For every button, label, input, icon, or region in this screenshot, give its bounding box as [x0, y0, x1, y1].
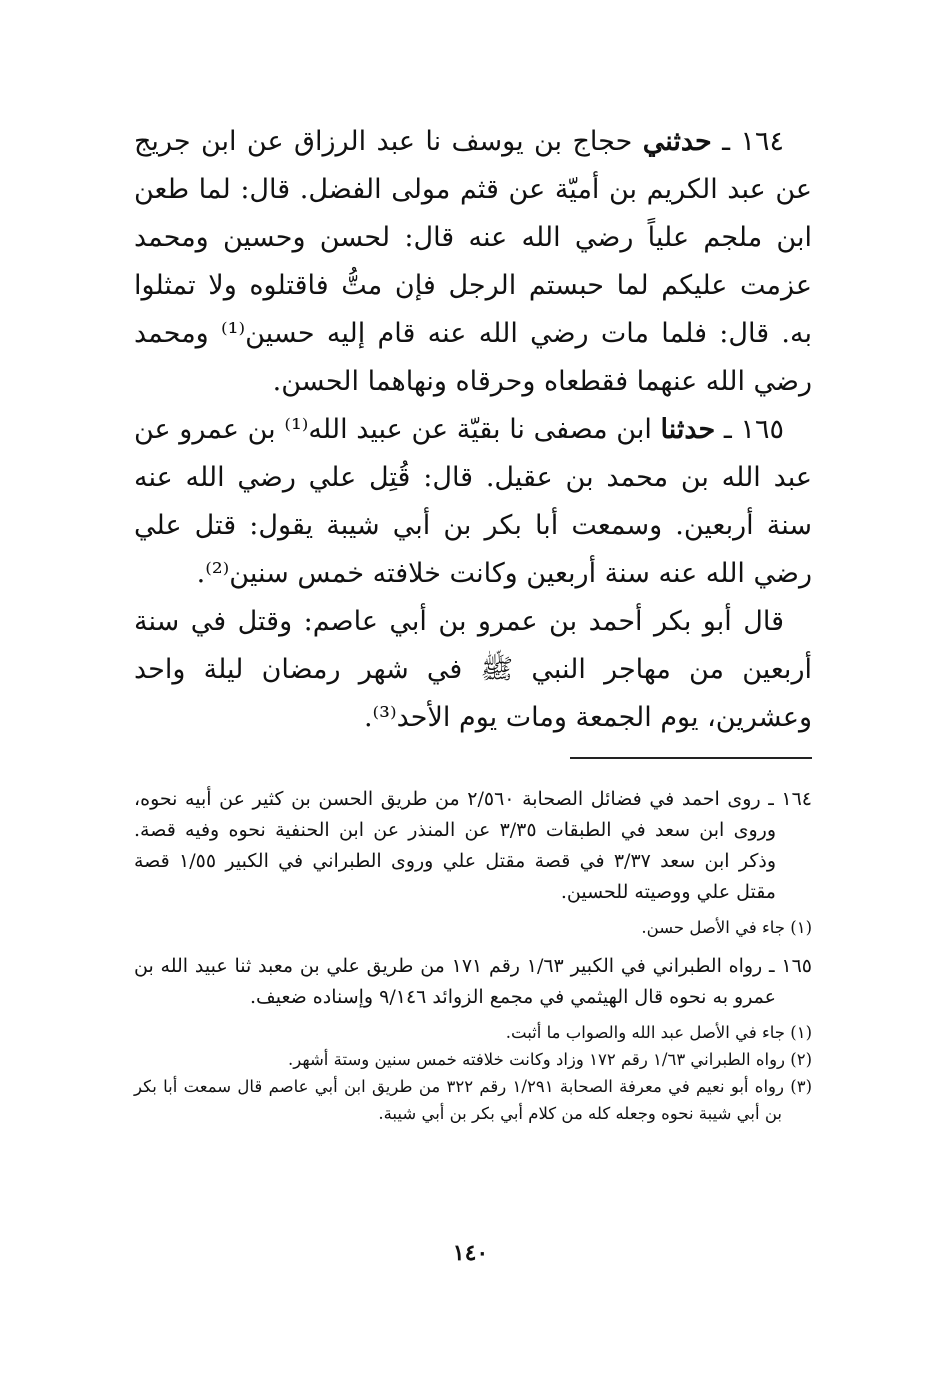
note-165: ١٦٥ ـ رواه الطبراني في الكبير ١/٦٣ رقم ١٧١ من طريق علي بن معبد ثنا عبيد الله بن عمرو به نحوه قال الهيثمي في مجمع الزوائد ٩/١٤٦ وإسناده ضعيف.	[134, 955, 812, 1008]
page-number: ١٤٠	[452, 1240, 489, 1266]
hadith-text: حجاج بن يوسف نا عبد الرزاق عن ابن جريج عن عبد الكريم بن أميّة عن قثم مولى الفضل. قال: لما طعن ابن ملجم علياً رضي الله عنه قال: لحسن وحسين ومحمد عزمت عليكم لما حبستم الرجل فإن متُّ فاقتلوه ولا تمثلوا به. قال: فلما مات رضي الله عنه قام إليه حسين⁽¹⁾ ومحمد رضي الله عنهما فقطعاه وحرقاه ونهاهما الحسن.	[134, 126, 812, 397]
footnote: (٣) رواه أبو نعيم في معرفة الصحابة ١/٢٩١ رقم ٣٢٢ من طريق ابن أبي عاصم قال سمعت أبا بكر بن أبي شيبة نحوه وجعله كله من كلام أبي بكر بن أبي شيبة.	[134, 1077, 813, 1123]
note-164: ١٦٤ ـ روى احمد في فضائل الصحابة ٢/٥٦٠ من طريق الحسن بن كثير عن أبيه نحوه، وروى ابن سعد في الطبقات ٣/٣٥ عن المنذر عن ابن الحنفية نحوه وفيه قصة. وذكر ابن سعد ٣/٣٧ في قصة مقتل علي وروى الطبراني في الكبير ١/٥٥ قصة مقتل علي ووصيته للحسين.	[134, 788, 812, 903]
hadith-keyword: حدثنا	[660, 414, 716, 445]
main-text	[134, 118, 812, 742]
footnote-separator	[570, 757, 812, 759]
hadith-number: ١٦٤ ـ	[722, 126, 784, 157]
closing-paragraph: قال أبو بكر أحمد بن عمرو بن أبي عاصم: وقتل في سنة أربعين من مهاجر النبي ﷺ في شهر رمضان ليلة واحد وعشرين، يوم الجمعة ومات يوم الأحد⁽³⁾.	[134, 606, 812, 733]
hadith-keyword: حدثني	[642, 126, 712, 157]
notes-section	[134, 784, 812, 1137]
footnotes-165	[134, 1019, 812, 1127]
hadith-number: ١٦٥ ـ	[723, 414, 784, 445]
footnote: (٢) رواه الطبراني ١/٦٣ رقم ١٧٢ وزاد وكانت خلافته خمس سنين وستة أشهر.	[288, 1050, 812, 1069]
footnote: (١) جاء في الأصل عبد الله والصواب ما أثبت.	[505, 1023, 812, 1042]
footnote: (١) جاء في الأصل حسن.	[641, 918, 812, 937]
hadith-164	[134, 118, 812, 406]
hadith-165	[134, 406, 812, 598]
footnotes-164	[134, 914, 812, 941]
hadith-text: ابن مصفى نا بقيّة عن عبيد الله⁽¹⁾ بن عمرو عن عبد الله بن محمد بن عقيل. قال: قُتِل علي رضي الله عنه سنة أربعين. وسمعت أبا بكر بن أبي شيبة يقول: قتل علي رضي الله عنه سنة أربعين وكانت خلافته خمس سنين⁽²⁾.	[134, 414, 812, 589]
